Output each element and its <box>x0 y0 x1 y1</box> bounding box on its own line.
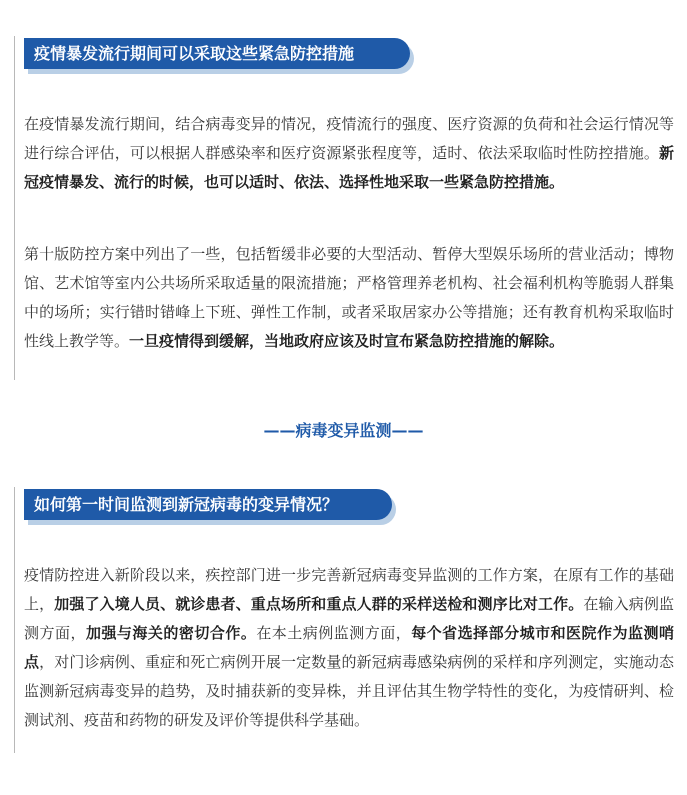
paragraph-monitoring-work <box>24 561 674 735</box>
body-text: 在输入病例监测方面， <box>24 595 674 642</box>
section-variant-monitoring <box>14 487 675 753</box>
body-text: 在本土病例监测方面， <box>256 624 412 642</box>
section-title-banner: 如何第一时间监测到新冠病毒的变异情况？ <box>24 489 392 520</box>
emphasized-text: 加强了入境人员、就诊患者、重点场所和重点人群的采样送检和测序比对工作。 <box>54 595 584 613</box>
emphasized-text: 每个省选择部分城市和医院作为监测哨点 <box>24 624 674 671</box>
body-text: 疫情防控进入新阶段以来，疾控部门进一步完善新冠病毒变异监测的工作方案，在原有工作的基础上， <box>24 566 674 613</box>
body-text: 在疫情暴发流行期间，结合病毒变异的情况，疫情流行的强度、医疗资源的负荷和社会运行情况等进行综合评估，可以根据人群感染率和医疗资源紧张程度等，适时、依法采取临时性防控措施。 <box>24 115 674 162</box>
paragraph-measures-list <box>24 240 674 356</box>
body-text: ，对门诊病例、重症和死亡病例开展一定数量的新冠病毒感染病例的采样和序列测定，实施动态监测新冠病毒变异的趋势，及时捕获新的变异株，并且评估其生物学特性的变化，为疫情研判、检测试剂、疫苗和药物的研发及评价等提供科学基础。 <box>24 653 674 729</box>
section-title-banner: 疫情暴发流行期间可以采取这些紧急防控措施 <box>24 38 410 69</box>
section-emergency-measures <box>14 36 675 380</box>
emphasized-text: 新冠疫情暴发、流行的时候，也可以适时、依法、选择性地采取一些紧急防控措施。 <box>24 144 674 191</box>
emphasized-text: 一旦疫情得到缓解，当地政府应该及时宣布紧急防控措施的解除。 <box>129 332 565 350</box>
divider-heading-variant-monitoring: ——病毒变异监测—— <box>263 421 424 440</box>
body-text: 第十版防控方案中列出了一些，包括暂缓非必要的大型活动、暂停大型娱乐场所的营业活动；博物馆、艺术馆等室内公共场所采取适量的限流措施；严格管理养老机构、社会福利机构等脆弱人群集中的场所；实行错时错峰上下班、弹性工作制，或者采取居家办公等措施；还有教育机构采取临时性线上教学等。 <box>24 245 674 350</box>
paragraph-assessment <box>24 110 674 197</box>
emphasized-text: 加强与海关的密切合作。 <box>85 624 257 642</box>
